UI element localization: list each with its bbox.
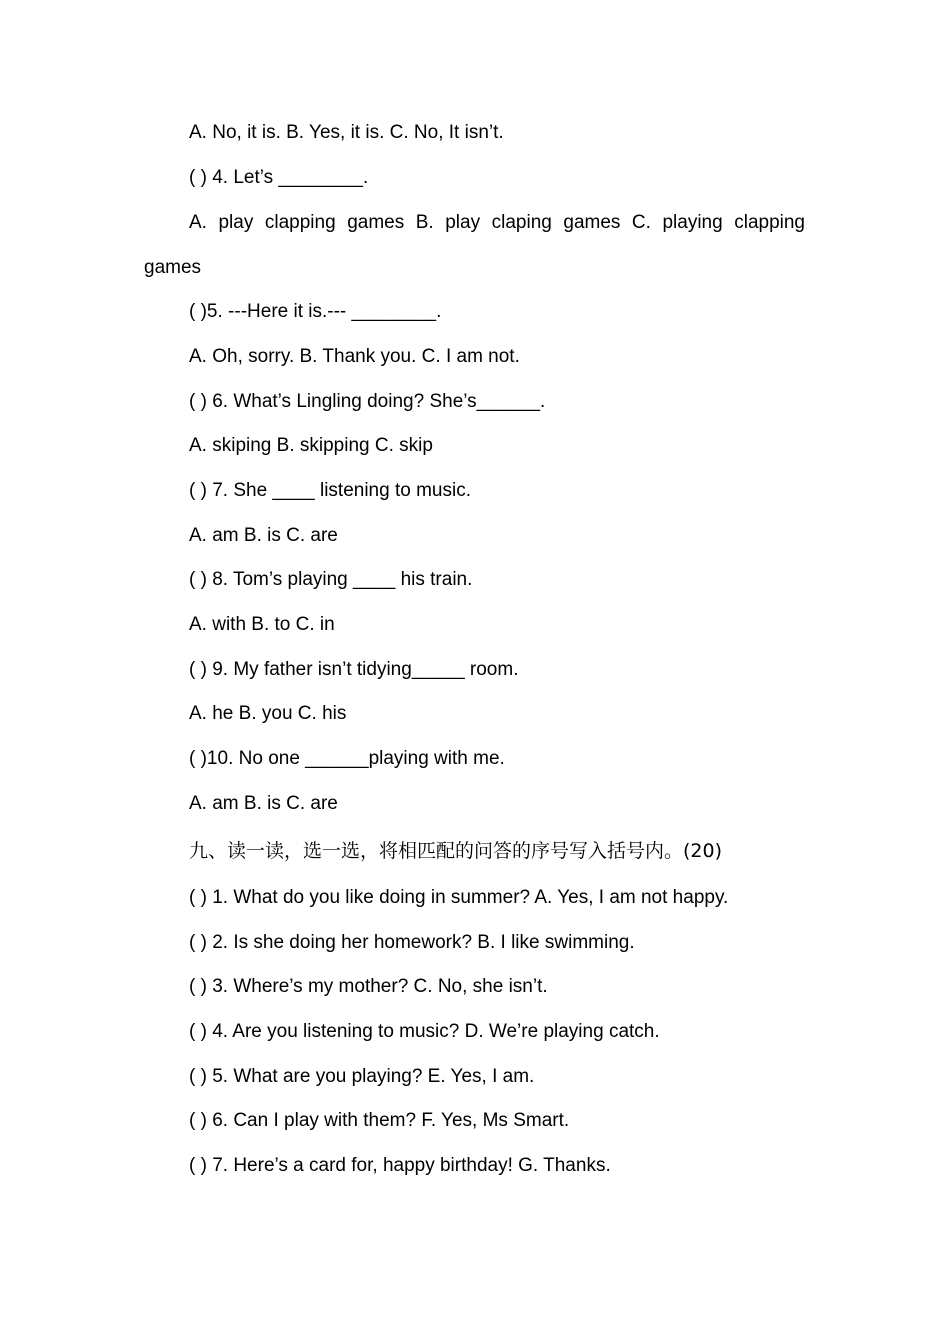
q4-options-line2: games — [144, 257, 202, 278]
match-item-4: ( ) 4. Are you listening to music? D. We’re playing catch. — [189, 1021, 660, 1042]
match-item-5: ( ) 5. What are you playing? E. Yes, I am. — [189, 1066, 535, 1087]
question-10: ( )10. No one ______playing with me. — [189, 748, 505, 769]
question-9: ( ) 9. My father isn’t tidying_____ room. — [189, 659, 519, 680]
q10-options: A. am B. is C. are — [189, 793, 338, 814]
q5-options: A. Oh, sorry. B. Thank you. C. I am not. — [189, 346, 520, 367]
q7-options: A. am B. is C. are — [189, 525, 338, 546]
question-7: ( ) 7. She ____ listening to music. — [189, 480, 471, 501]
match-item-2: ( ) 2. Is she doing her homework? B. I like swimming. — [189, 932, 635, 953]
question-4: ( ) 4. Let’s ________. — [189, 167, 369, 188]
q4-options-line1: A. play clapping games B. play claping games C. playing clapping — [189, 212, 805, 233]
q3-options: A. No, it is. B. Yes, it is. C. No, It isn’t. — [189, 122, 504, 143]
question-6: ( ) 6. What’s Lingling doing? She’s______. — [189, 391, 546, 412]
match-item-7: ( ) 7. Here’s a card for, happy birthday! G. Thanks. — [189, 1155, 611, 1176]
section-9-heading: 九、读一读，选一选，将相匹配的问答的序号写入括号内。(20) — [189, 840, 723, 862]
question-8: ( ) 8. Tom’s playing ____ his train. — [189, 569, 473, 590]
q8-options: A. with B. to C. in — [189, 614, 335, 635]
q9-options: A. he B. you C. his — [189, 703, 347, 724]
match-item-1: ( ) 1. What do you like doing in summer? A. Yes, I am not happy. — [189, 887, 729, 908]
question-5: ( )5. ---Here it is.--- ________. — [189, 301, 442, 322]
q6-options: A. skiping B. skipping C. skip — [189, 435, 433, 456]
match-item-6: ( ) 6. Can I play with them? F. Yes, Ms Smart. — [189, 1110, 570, 1131]
match-item-3: ( ) 3. Where’s my mother? C. No, she isn’t. — [189, 976, 548, 997]
